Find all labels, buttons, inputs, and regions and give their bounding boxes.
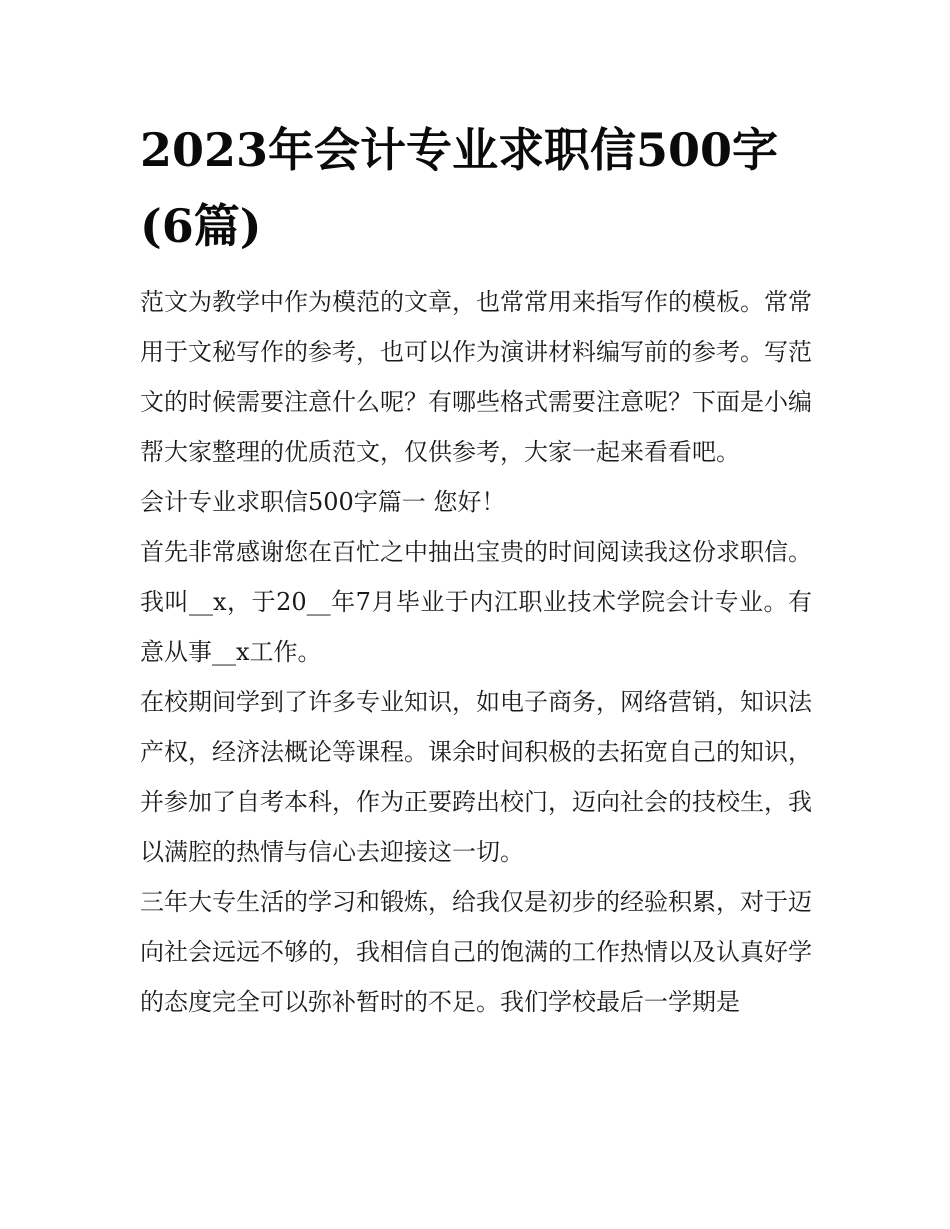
- paragraph-experience: 三年大专生活的学习和锻炼，给我仅是初步的经验积累，对于迈向社会远远不够的，我相信自己的饱满的工作热情以及认真好学的态度完全可以弥补暂时的不足。我们学校最后一学期是: [140, 888, 812, 1016]
- paragraph-intro: 范文为教学中作为模范的文章，也常常用来指写作的模板。常常用于文秘写作的参考，也可以作为演讲材料编写前的参考。写范文的时候需要注意什么呢？有哪些格式需要注意呢？下面是小编帮大家整理的优质范文，仅供参考，大家一起来看看吧。: [140, 288, 812, 466]
- paragraph-letter-heading: 会计专业求职信500字篇一 您好！: [140, 488, 506, 516]
- document-body: [140, 277, 812, 1027]
- paragraph-self-introduction: 首先非常感谢您在百忙之中抽出宝贵的时间阅读我这份求职信。我叫__x，于20__年7月毕业于内江职业技术学院会计专业。有意从事__x工作。: [140, 538, 812, 666]
- paragraph-school-study: 在校期间学到了许多专业知识，如电子商务，网络营销，知识法产权，经济法概论等课程。课余时间积极的去拓宽自己的知识，并参加了自考本科，作为正要跨出校门，迈向社会的技校生，我以满腔的热情与信心去迎接这一切。: [140, 688, 812, 866]
- document-title: 2023年会计专业求职信500字(6篇): [140, 123, 779, 253]
